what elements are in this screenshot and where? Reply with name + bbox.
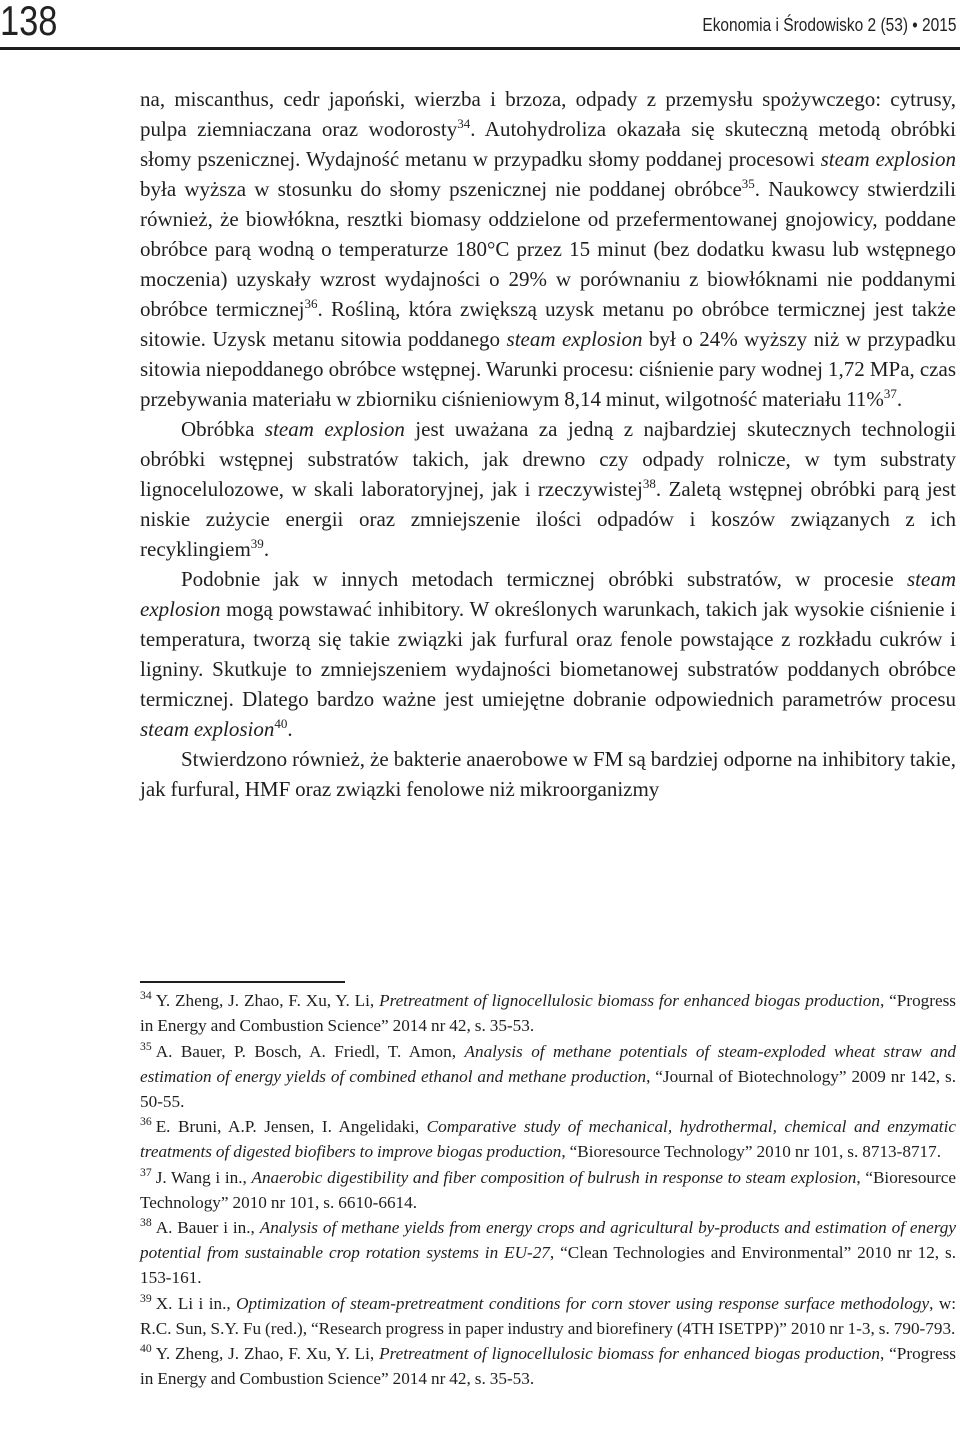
footnote-reference: 34 <box>457 116 471 131</box>
text-run: Obróbka <box>181 417 265 441</box>
italic-text: steam explosion <box>820 147 956 171</box>
text-run: Stwierdzono również, że bakterie anaerobowe w FM są bardziej odporne na inhibitory takie, jak furfural, HMF oraz związki fenolowe niż mikroorganizmy <box>140 747 956 801</box>
text-run: . <box>896 387 903 411</box>
page-number: 138 <box>0 0 58 44</box>
footnote-reference: 36 <box>304 296 318 311</box>
text-run: , w: R.C. Sun, S.Y. Fu (red.), “Research progress in paper industry and biorefinery (4TH ISETPP)” 2010 nr 1-3, s. 790-793. <box>140 1293 957 1338</box>
footnote <box>140 1215 956 1290</box>
text-run: , “Progress in Energy and Combustion Science” 2014 nr 42, s. 35-53. <box>140 1344 956 1388</box>
italic-text: steam explosion <box>140 567 956 621</box>
italic-text: Pretreatment of lignocellulosic biomass for enhanced biogas production <box>379 1344 880 1363</box>
text-run: Podobnie jak w innych metodach termicznej obróbki substratów, w procesie <box>181 567 907 591</box>
footnote <box>140 1341 956 1391</box>
footnote <box>140 1291 956 1341</box>
text-run: A. Bauer, P. Bosch, A. Friedl, T. Amon, <box>155 1041 465 1061</box>
journal-info: Ekonomia i Środowisko 2 (53) • 2015 <box>701 15 956 35</box>
italic-text: Analysis of methane potentials of steam-exploded wheat straw and estimation of energy yields of combined ethanol and methane production <box>140 1041 956 1086</box>
footnote-rule <box>140 981 345 983</box>
text-run: na, miscanthus, cedr japoński, wierzba i brzoza, odpady z przemysłu spożywczego: cytrusy, pulpa ziemniaczana oraz wodorosty <box>140 87 956 141</box>
text-run: , “Progress in Energy and Combustion Science” 2014 nr 42, s. 35-53. <box>140 991 956 1035</box>
footnote-number: 34 <box>140 989 152 1003</box>
footnote <box>140 1039 956 1114</box>
italic-text: steam explosion <box>140 717 275 741</box>
text-run: . Naukowcy stwierdzili również, że biowłókna, resztki biomasy oddzielone od przefermentowanej gnojowicy, poddane obróbce parą wodną o temperaturze 180°C przez 15 minut (bez dodatku kwasu lub wstępnego moczenia) uzyskały wzrost wydajności o 29% w porównaniu z biowłóknami nie poddanymi obróbce termicznej <box>140 177 956 321</box>
paragraph <box>140 414 956 564</box>
text-run: . Zaletą wstępnej obróbki parą jest niskie zużycie energii oraz zmniejszenie ilości odpadów i koszów związanych z ich recyklingiem <box>140 477 956 561</box>
italic-text: steam explosion <box>506 327 643 351</box>
italic-text: Anaerobic digestibility and fiber composition of bulrush in response to steam explosion <box>251 1167 857 1187</box>
italic-text: Analysis of methane yields from energy crops and agricultural by-products and estimation of energy potential from sustainable crop rotation systems in EU-27 <box>140 1218 956 1262</box>
text-run: , “Clean Technologies and Environmental” 2010 nr 12, s. 153-161. <box>140 1243 956 1287</box>
body-text <box>140 84 956 804</box>
italic-text: Pretreatment of lignocellulosic biomass for enhanced biogas production <box>379 991 880 1010</box>
text-run: J. Wang i in., <box>155 1167 252 1187</box>
text-run: , “Bioresource Technology” 2010 nr 101, s. 6610-6614. <box>140 1167 957 1212</box>
italic-text: Comparative study of mechanical, hydrothermal, chemical and enzymatic treatments of digested biofibers to improve biogas production <box>140 1117 956 1161</box>
text-run: E. Bruni, A.P. Jensen, I. Angelidaki, <box>155 1117 427 1136</box>
footnote-reference: 40 <box>274 716 288 731</box>
text-run: . Rośliną, która zwiększą uzysk metanu po obróbce termicznej jest także sitowie. Uzysk metanu sitowia poddanego <box>140 297 956 351</box>
footnote-number: 39 <box>140 1291 152 1305</box>
text-run: jest uważana za jedną z najbardziej skutecznych technologii obróbki wstępnej substratów takich, jak drewno czy odpady rolnicze, w tym substraty lignocelulozowe, w skali laboratoryjnej, jak i rzeczywistej <box>140 417 956 501</box>
paragraph <box>140 564 956 744</box>
paragraph <box>140 744 956 804</box>
paragraph <box>140 84 956 414</box>
footnotes <box>140 988 956 1392</box>
footnote-number: 40 <box>140 1342 152 1356</box>
footnote-number: 37 <box>140 1165 152 1179</box>
footnote-reference: 39 <box>250 536 264 551</box>
footnote <box>140 1165 956 1215</box>
text-run: mogą powstawać inhibitory. W określonych warunkach, takich jak wysokie ciśnienie i temperatura, tworzą się takie związki jak furfural oraz fenole powstające z rozkładu cukrów i ligniny. Skutkuje to zmniejszeniem wydajności biometanowej substratów poddanych obróbce termicznej. Dlatego bardzo ważne jest umiejętne dobranie odpowiednich parametrów procesu <box>140 597 956 711</box>
footnote <box>140 1114 956 1164</box>
italic-text: Optimization of steam-pretreatment conditions for corn stover using response surface methodology <box>236 1293 930 1313</box>
footnote-number: 36 <box>140 1115 152 1129</box>
footnote-number: 35 <box>140 1039 152 1053</box>
text-run: był o 24% wyższy niż w przypadku sitowia niepoddanego obróbce wstępnej. Warunki procesu: ciśnienie pary wodnej 1,72 MPa, czas przebywania materiału w zbiorniku ciśnieniowym 8,14 minut, wilgotność materiału 11% <box>140 327 957 411</box>
text-run: . <box>263 537 270 561</box>
footnote-reference: 37 <box>883 386 897 401</box>
header-rule <box>0 47 960 50</box>
footnote-reference: 38 <box>642 476 656 491</box>
text-run: , “Journal of Biotechnology” 2009 nr 142, s. 50-55. <box>140 1066 956 1111</box>
text-run: Y. Zheng, J. Zhao, F. Xu, Y. Li, <box>155 1344 380 1363</box>
text-run: była wyższa w stosunku do słomy pszenicznej nie poddanej obróbce <box>140 177 742 201</box>
text-run: . <box>287 717 293 741</box>
text-run: X. Li i in., <box>155 1293 237 1313</box>
footnote-number: 38 <box>140 1216 152 1230</box>
text-run: . Autohydroliza okazała się skuteczną metodą obróbki słomy pszenicznej. Wydajność metanu w przypadku słomy poddanej procesowi <box>140 117 956 171</box>
footnote-reference: 35 <box>741 176 755 191</box>
footnote <box>140 988 956 1038</box>
page-header <box>0 0 960 46</box>
text-run: , “Bioresource Technology” 2010 nr 101, s. 8713-8717. <box>561 1142 942 1161</box>
italic-text: steam explosion <box>264 417 405 441</box>
text-run: A. Bauer i in., <box>155 1218 260 1237</box>
text-run: Y. Zheng, J. Zhao, F. Xu, Y. Li, <box>155 991 380 1010</box>
